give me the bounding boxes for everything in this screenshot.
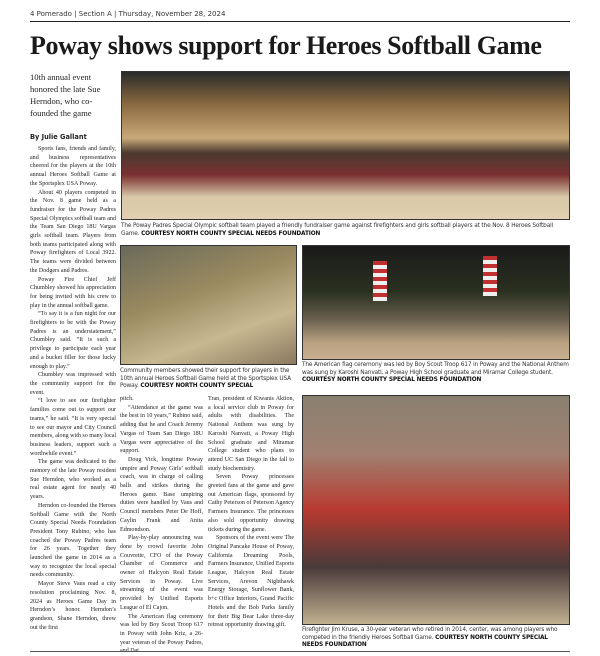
body-column-2 [120, 395, 203, 656]
article-paragraph: “Attendance at the game was the best in 10 years,” Rubino said, adding that he and Coach Jeremy Vargas of Team San Diego 18U Vargas were appreciative of the support. [120, 404, 203, 455]
article-paragraph: Sponsors of the event were The Original Pancake House of Poway, California Dreaming Pools, Farmers Insurance, Unified Esports League, Halcyon Real Estate Services, Arevon Nighthawk Energy Storage, Sunflower Bank, b+c Office Interiors, Grand Pacific Hotels and the Bob Parks family for their Big Bear Lake three-day retreat opportunity drawing gift. [208, 535, 294, 629]
article-paragraph: The American flag ceremony was led by Boy Scout Troop 617 in Poway with John Kriz, a 26-year veteran of the Poway Padres, [120, 613, 203, 646]
article-paragraph: “To say it is a fun night for our firefighters to be with the Poway Padres is an understatement,” Chumbley said. “It is such a privilege to participate each year and a bucket filler for those lucky enough to play.” [30, 311, 116, 370]
photo-credit: COURTESY NORTH COUNTY SPECIAL [140, 383, 254, 390]
photo-caption [302, 627, 570, 650]
article-paragraph: Mayor Steve Vaus read a city resolution proclaiming Nov. 8, 2024 as Heroes Game Day in Herndon’s honor. Herndon’s grandson, Shane Herndon, threw out the first [30, 581, 116, 631]
american-flag [483, 256, 497, 296]
article-paragraph: Poway Fire Chief Jeff Chumbley showed his appreciation for being invited with his crew to play in the annual softball game. [30, 276, 116, 309]
photo-caption [120, 368, 297, 391]
article-paragraph: Tran, president of Kiwanis Aktion, a local service club in Poway for adults with disabilities. The National Anthem was sung by Karoshi Nanvati, a Poway High School graduate and Miramar College student who plans to attend UC San Diego in the fall to study biochemistry. [208, 396, 294, 472]
caption-text: Community members showed their support for players in the 10th annual Heroes Softball Game held at the Sportsplex USA Poway. [120, 368, 291, 390]
photo-caption [302, 362, 570, 385]
article-paragraph: “I love to see our firefighter families come out to support our teams,” he said. “It is very special to see our mayor and City Council members, along with so many local business leaders, support such a worthwhile event.” [30, 398, 116, 457]
body-column-3 [208, 395, 294, 630]
article-paragraph: The game was dedicated to the memory of the late Poway resident Sue Herndon, who worked as a real estate agent for nearly 40 years. [30, 459, 116, 501]
caption-text: The American flag ceremony was led by Boy Scout Troop 617 in Poway and the National Anthem was sung by Karoshi Nanvati, a Poway High School graduate and Miramar College student. [302, 362, 569, 376]
article-paragraph: Seven Poway princesses greeted fans at the game and gave out American flags, sponsored by Cathy Peterson of Peterson Agency Farmers Insurance. The princesses also sold opportunity drawing tickets during the game. [208, 474, 294, 533]
headline: Poway shows support for Heroes Softball Game [30, 31, 542, 60]
caption-text: The Poway Padres Special Olympic softball team played a friendly fundraiser game against firefighters and girls softball players at the Nov. 8 Heroes Softball Game. [121, 223, 554, 237]
photo-credit: COURTESY NORTH COUNTY SPECIAL NEEDS FOUNDATION [141, 230, 321, 237]
header-rule [30, 21, 570, 22]
byline: By Julie Gallant [30, 133, 87, 141]
page-folio: 4 Pomerado | Section A | Thursday, November 28, 2024 [30, 10, 226, 18]
article-paragraph: Chumbley was impressed with the community support for the event. [30, 372, 116, 396]
article-paragraph: Play-by-play announcing was done by crowd favorite John Couvrette, CFO of the Poway Chamber of Commerce and owner of Halcyon Real Estate Services in Poway. Live streaming of the event was provided by Unified Esports League of El Cajon. [120, 535, 203, 611]
photo-dugout [120, 245, 297, 365]
american-flag [373, 261, 387, 301]
article-paragraph: Sports fans, friends and family, and business representatives cheered for the players at the 10th annual Heroes Softball Game at the Sportsplex USA Poway. [30, 146, 116, 187]
footer-rule [30, 651, 570, 652]
deck: 10th annual event honored the late Sue Herndon, who co-founded the game [30, 72, 101, 118]
article-paragraph: About 40 players competed in the Nov. 8 game held as a fundraiser for the Poway Padres Special Olympics softball team and the Team San Diego 18U Vargas girls softball team. Players from both teams participated along with Poway firefighters of Local 3922. The teams were divided between the Dodgers and Padres. [30, 189, 116, 274]
article-paragraph: Doug Vick, longtime Poway umpire and Poway Girls’ softball coach, was in charge of calling balls and strikes during the Heroes game. Base umpiring duties were handled by Vaus and Council members Peter De Hoff, Caylin Frank and Anita Edmondson. [120, 456, 203, 533]
photo-flag-ceremony [302, 245, 570, 360]
photo-caption [121, 223, 570, 238]
photo-credit: COURTESY NORTH COUNTY SPECIAL NEEDS FOUNDATION [302, 377, 482, 384]
article-paragraph: pitch. [120, 396, 134, 402]
caption-text: Firefighter Jim Kruse, a 30-year veteran who retired in 2014, center, was among players who competed in the friendly Heroes Softball Game. [302, 627, 558, 641]
article-paragraph: Herndon co-founded the Heroes Softball Game with the North County Special Needs Foundation President Tony Rubino, who has coached the Poway Padres team for 26 years. Together they launched the game in 2014 as a way to recognize the local special needs community. [30, 502, 116, 579]
photo-firefighter-players [302, 395, 570, 625]
photo-team-group [121, 71, 570, 220]
photo-credit: COURTESY NORTH COUNTY SPECIAL NEEDS FOUNDATION [302, 634, 548, 649]
body-column-1 [30, 145, 116, 632]
